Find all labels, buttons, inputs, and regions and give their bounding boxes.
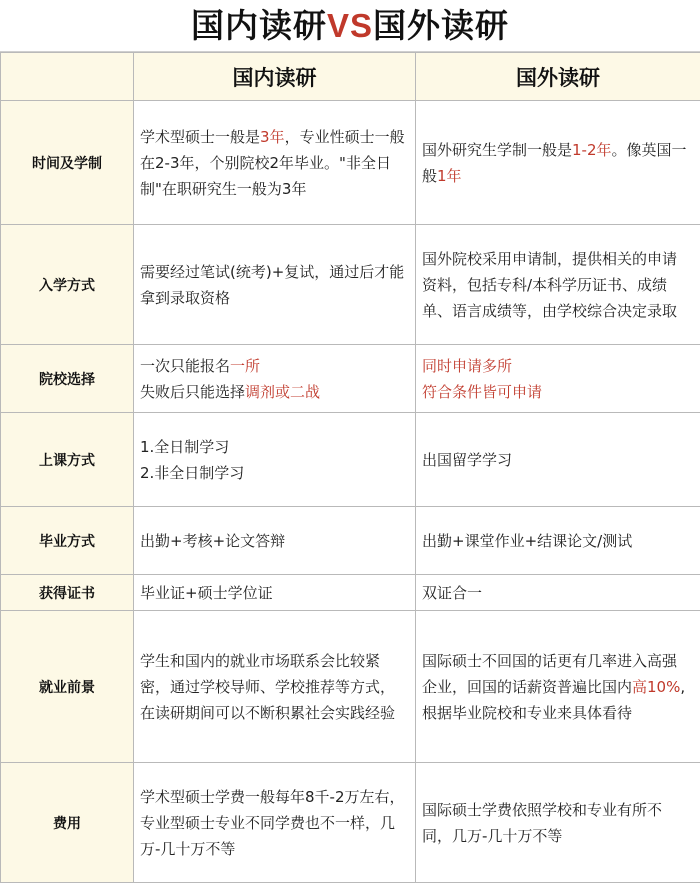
- highlight-text: 调剂或二战: [245, 382, 321, 401]
- header-abroad: 国外读研: [416, 53, 700, 101]
- abroad-cell: [416, 413, 700, 507]
- table-row: [1, 345, 700, 413]
- highlight-text: 1年: [437, 166, 462, 185]
- comparison-table: [0, 52, 700, 883]
- cell-text: 。像英国一般: [422, 140, 687, 185]
- title-domestic: 国内读研: [190, 6, 327, 45]
- cell-text: ,根据毕业院校和专业来具体看待: [422, 677, 686, 722]
- table-row: [1, 225, 700, 345]
- row-label: 费用: [1, 763, 134, 883]
- cell-text: 需要经过笔试(统考)+复试，通过后才能拿到录取资格: [140, 262, 405, 307]
- cell-text: 毕业证+硕士学位证: [140, 583, 273, 602]
- title-vs: VS: [326, 7, 374, 44]
- cell-text: 一次只能报名: [140, 356, 231, 375]
- cell-text: 1.全日制学习: [140, 437, 230, 456]
- row-label: 上课方式: [1, 413, 134, 507]
- row-label: 获得证书: [1, 575, 134, 611]
- domestic-cell: [134, 225, 416, 345]
- highlight-text: 同时申请多所: [422, 356, 513, 375]
- cell-text: ，专业性硕士一般在2-3年，个别院校2年毕业。"非全日制"在职研究生一般为3年: [140, 127, 405, 198]
- abroad-cell: [416, 763, 700, 883]
- domestic-cell: [134, 101, 416, 225]
- cell-text: 出国留学学习: [422, 450, 513, 469]
- cell-text: 双证合一: [422, 583, 483, 602]
- table-row: [1, 507, 700, 575]
- domestic-cell: [134, 345, 416, 413]
- cell-text: 学术型硕士一般是: [140, 127, 261, 146]
- abroad-cell: [416, 345, 700, 413]
- abroad-cell: [416, 575, 700, 611]
- cell-text: 2.非全日制学习: [140, 463, 245, 482]
- table-row: [1, 101, 700, 225]
- cell-text: 出勤+考核+论文答辩: [140, 531, 286, 550]
- cell-text: 国际硕士学费依照学校和专业有所不同，几万-几十万不等: [422, 800, 663, 845]
- header-domestic: 国内读研: [134, 53, 416, 101]
- row-label: 毕业方式: [1, 507, 134, 575]
- domestic-cell: [134, 575, 416, 611]
- abroad-cell: [416, 507, 700, 575]
- cell-text: 国外院校采用申请制，提供相关的申请资料，包括专科/本科学历证书、成绩单、语言成绩等，由学校综合决定录取: [422, 249, 678, 320]
- cell-text: 国际硕士不回国的话更有几率进入高强企业，回国的话薪资普遍比国内: [422, 651, 678, 696]
- abroad-cell: [416, 225, 700, 345]
- table-row: [1, 611, 700, 763]
- highlight-text: 高10%: [632, 677, 681, 696]
- domestic-cell: [134, 507, 416, 575]
- highlight-text: 一所: [230, 356, 261, 375]
- domestic-cell: [134, 611, 416, 763]
- table-body: [1, 101, 700, 883]
- table-header-row: [1, 53, 700, 101]
- abroad-cell: [416, 611, 700, 763]
- title-abroad: 国外读研: [373, 6, 510, 45]
- table-row: [1, 413, 700, 507]
- cell-text: 学术型硕士学费一般每年8千-2万左右，专业型硕士专业不同学费也不一样，几万-几十万不等: [140, 787, 405, 858]
- page-title: [0, 0, 700, 52]
- header-corner: [1, 53, 134, 101]
- highlight-text: 3年: [260, 127, 285, 146]
- table-row: [1, 575, 700, 611]
- row-label: 院校选择: [1, 345, 134, 413]
- domestic-cell: [134, 763, 416, 883]
- cell-text: 国外研究生学制一般是: [422, 140, 573, 159]
- cell-text: 出勤+课堂作业+结课论文/测试: [422, 531, 633, 550]
- abroad-cell: [416, 101, 700, 225]
- cell-text: 失败后只能选择: [140, 382, 246, 401]
- domestic-cell: [134, 413, 416, 507]
- highlight-text: 符合条件皆可申请: [422, 382, 543, 401]
- highlight-text: 1-2年: [572, 140, 612, 159]
- row-label: 就业前景: [1, 611, 134, 763]
- row-label: 时间及学制: [1, 101, 134, 225]
- table-row: [1, 763, 700, 883]
- cell-text: 学生和国内的就业市场联系会比较紧密，通过学校导师、学校推荐等方式，在读研期间可以不断积累社会实践经验: [140, 651, 396, 722]
- row-label: 入学方式: [1, 225, 134, 345]
